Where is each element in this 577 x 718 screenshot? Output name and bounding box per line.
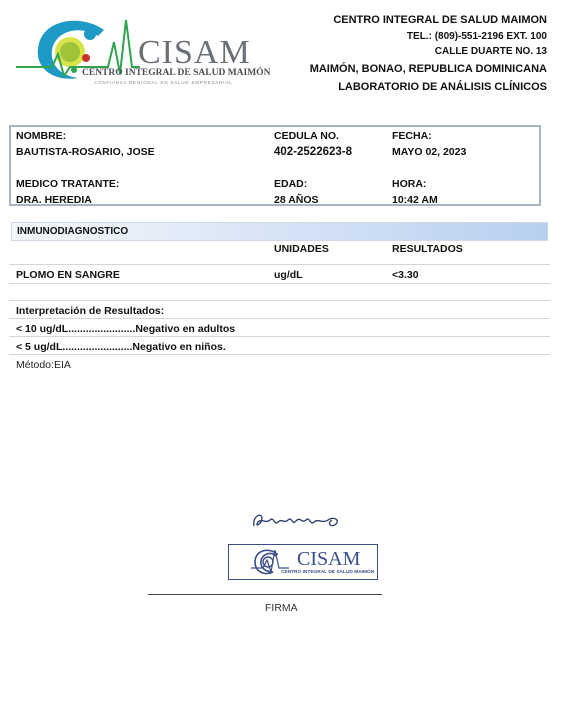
interpretation-children: < 5 ug/dL........................Negativo en niños. [16, 341, 226, 353]
divider [9, 283, 550, 284]
time-label: HORA: [392, 178, 427, 190]
report-time: 10:42 AM [392, 194, 438, 206]
divider [9, 336, 550, 337]
doctor-name: DRA. HEREDIA [16, 194, 92, 206]
divider [9, 264, 550, 265]
age-label: EDAD: [274, 178, 308, 190]
patient-name: BAUTISTA-ROSARIO, JOSE [16, 146, 155, 158]
org-name: CENTRO INTEGRAL DE SALUD MAIMON [333, 14, 547, 26]
stamp-brand-text: CISAM [297, 548, 361, 570]
logo-brand-text: CISAM [138, 34, 251, 71]
test-name: PLOMO EN SANGRE [16, 269, 120, 281]
results-column-header: RESULTADOS [392, 243, 463, 255]
test-result: <3.30 [392, 269, 419, 281]
method-text: Método:EIA [16, 359, 71, 371]
logo-tagline-text: CONFIANZA REGIONAL EN SALUD EMPRESARIAL [94, 80, 233, 85]
clinic-stamp [228, 544, 378, 580]
section-header [11, 222, 548, 241]
report-date: MAYO 02, 2023 [392, 146, 467, 158]
test-unit: ug/dL [274, 269, 303, 281]
doctor-label: MEDICO TRATANTE: [16, 178, 120, 190]
handwritten-signature-icon [248, 508, 348, 534]
stamp-name-text: CENTRO INTEGRAL DE SALUD MAIMÓN [281, 570, 375, 575]
patient-age: 28 AÑOS [274, 194, 319, 206]
interpretation-title: Interpretación de Resultados: [16, 305, 165, 317]
org-city: MAIMÓN, BONAO, REPUBLICA DOMINICANA [309, 63, 547, 75]
divider [9, 354, 550, 355]
units-column-header: UNIDADES [274, 243, 329, 255]
section-title: INMUNODIAGNOSTICO [17, 226, 129, 237]
org-street: CALLE DUARTE NO. 13 [434, 46, 547, 57]
patient-id: 402-2522623-8 [274, 146, 353, 158]
org-phone: TEL.: (809)-551-2196 EXT. 100 [406, 31, 547, 42]
interpretation-adults: < 10 ug/dL.......................Negativo en adultos [16, 323, 236, 335]
divider [9, 300, 550, 301]
signature-label: FIRMA [265, 602, 298, 614]
divider [9, 318, 550, 319]
report-date-label: FECHA: [392, 130, 432, 142]
logo-name-text: CENTRO INTEGRAL DE SALUD MAIMÓN [82, 68, 271, 78]
clinic-logo [12, 12, 271, 92]
signature-line [148, 594, 382, 595]
lab-name: LABORATORIO DE ANÁLISIS CLÍNICOS [338, 81, 547, 93]
patient-name-label: NOMBRE: [16, 130, 67, 142]
patient-id-label: CEDULA NO. [274, 130, 339, 142]
